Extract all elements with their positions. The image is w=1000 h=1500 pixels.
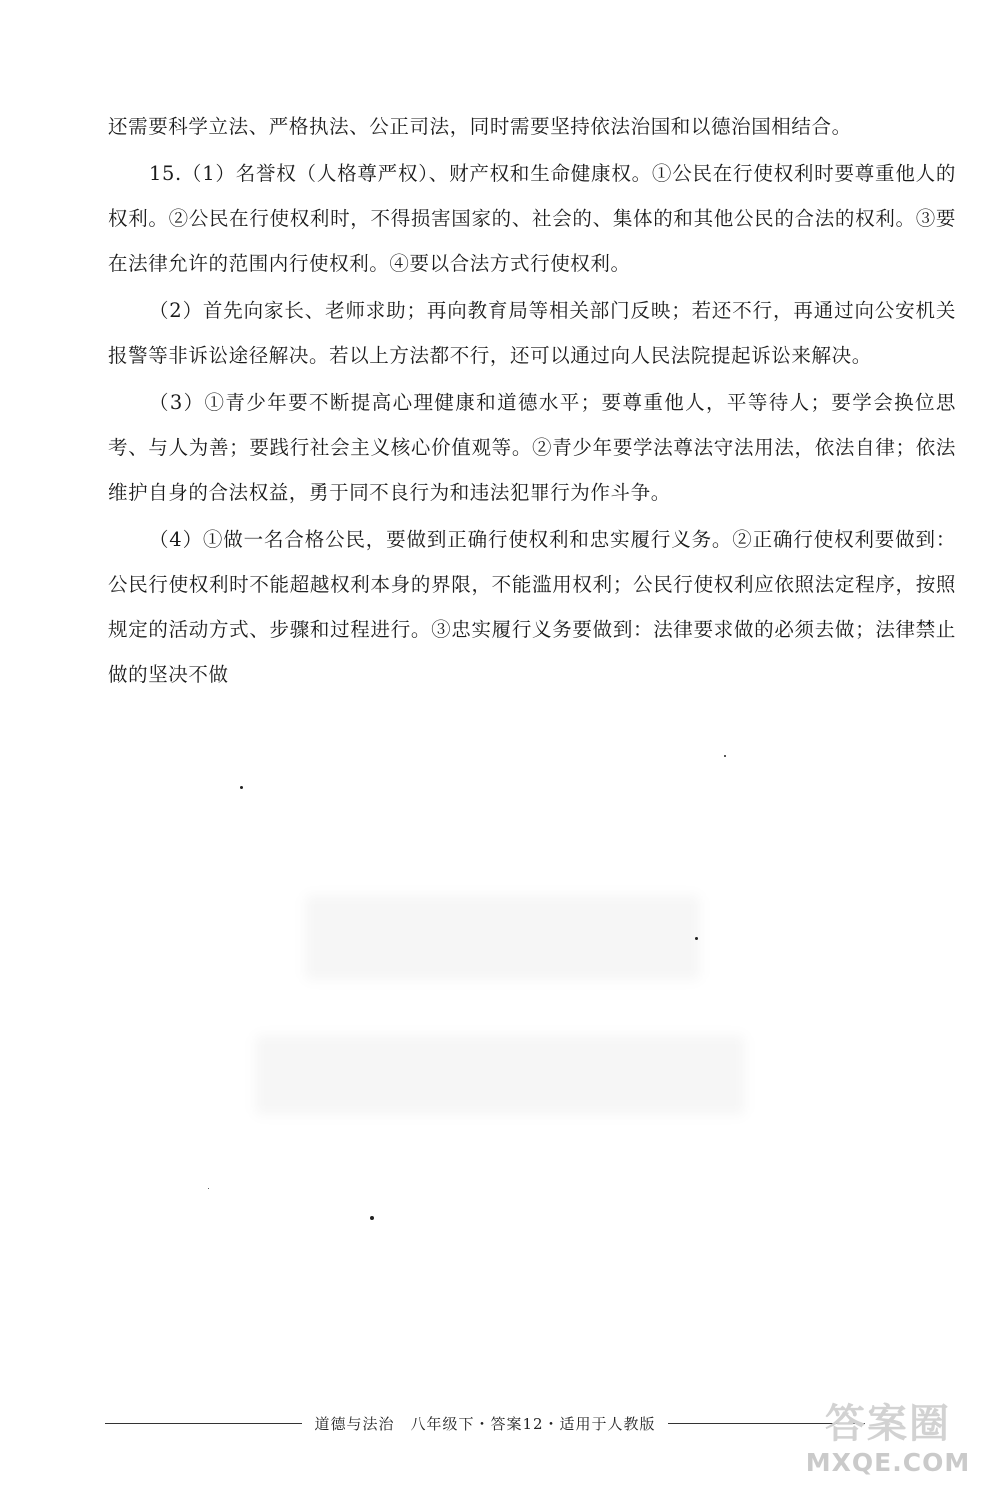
footer-text: 道德与法治 八年级下・答案12・适用于人教版 <box>314 1414 656 1433</box>
watermark-logo <box>788 1400 988 1490</box>
scan-speck <box>724 755 726 757</box>
watermark-title: 答案圈 <box>825 1401 951 1447</box>
paragraph-q15-part1: 15.（1）名誉权（人格尊严权）、财产权和生命健康权。①公民在行使权利时要尊重他人的权利。②公民在行使权利时，不得损害国家的、社会的、集体的和其他公民的合法的权利。③要在法律允许的范围内行使权利。④要以合法方式行使权利。 <box>108 162 956 275</box>
paragraph-q15-part4: （4）①做一名合格公民，要做到正确行使权利和忠实履行义务。②正确行使权利要做到：公民行使权利时不能超越权利本身的界限，不能滥用权利；公民行使权利应依照法定程序，按照规定的活动方式、步骤和过程进行。③忠实履行义务要做到：法律要求做的必须去做；法律禁止做的坚决不做 <box>108 528 956 686</box>
footer-rule-left <box>105 1423 302 1424</box>
scan-speck <box>240 786 243 789</box>
paragraph-q15-part2: （2）首先向家长、老师求助；再向教育局等相关部门反映；若还不行，再通过向公安机关报警等非诉讼途径解决。若以上方法都不行，还可以通过向人民法院提起诉讼来解决。 <box>108 299 956 367</box>
scan-shadow <box>255 1035 745 1115</box>
page-footer <box>105 1408 865 1438</box>
scan-speck <box>370 1216 374 1220</box>
answer-content <box>108 104 956 699</box>
watermark-url: MXQE.COM <box>805 1448 971 1477</box>
scan-speck <box>695 937 698 940</box>
scan-speck <box>208 1188 209 1189</box>
paragraph-intro: 还需要科学立法、严格执法、公正司法，同时需要坚持依法治国和以德治国相结合。 <box>108 115 852 138</box>
paragraph-q15-part3: （3）①青少年要不断提高心理健康和道德水平；要尊重他人，平等待人；要学会换位思考、与人为善；要践行社会主义核心价值观等。②青少年要学法尊法守法用法，依法自律；依法维护自身的合法权益，勇于同不良行为和违法犯罪行为作斗争。 <box>108 391 956 504</box>
scan-shadow <box>305 895 700 980</box>
